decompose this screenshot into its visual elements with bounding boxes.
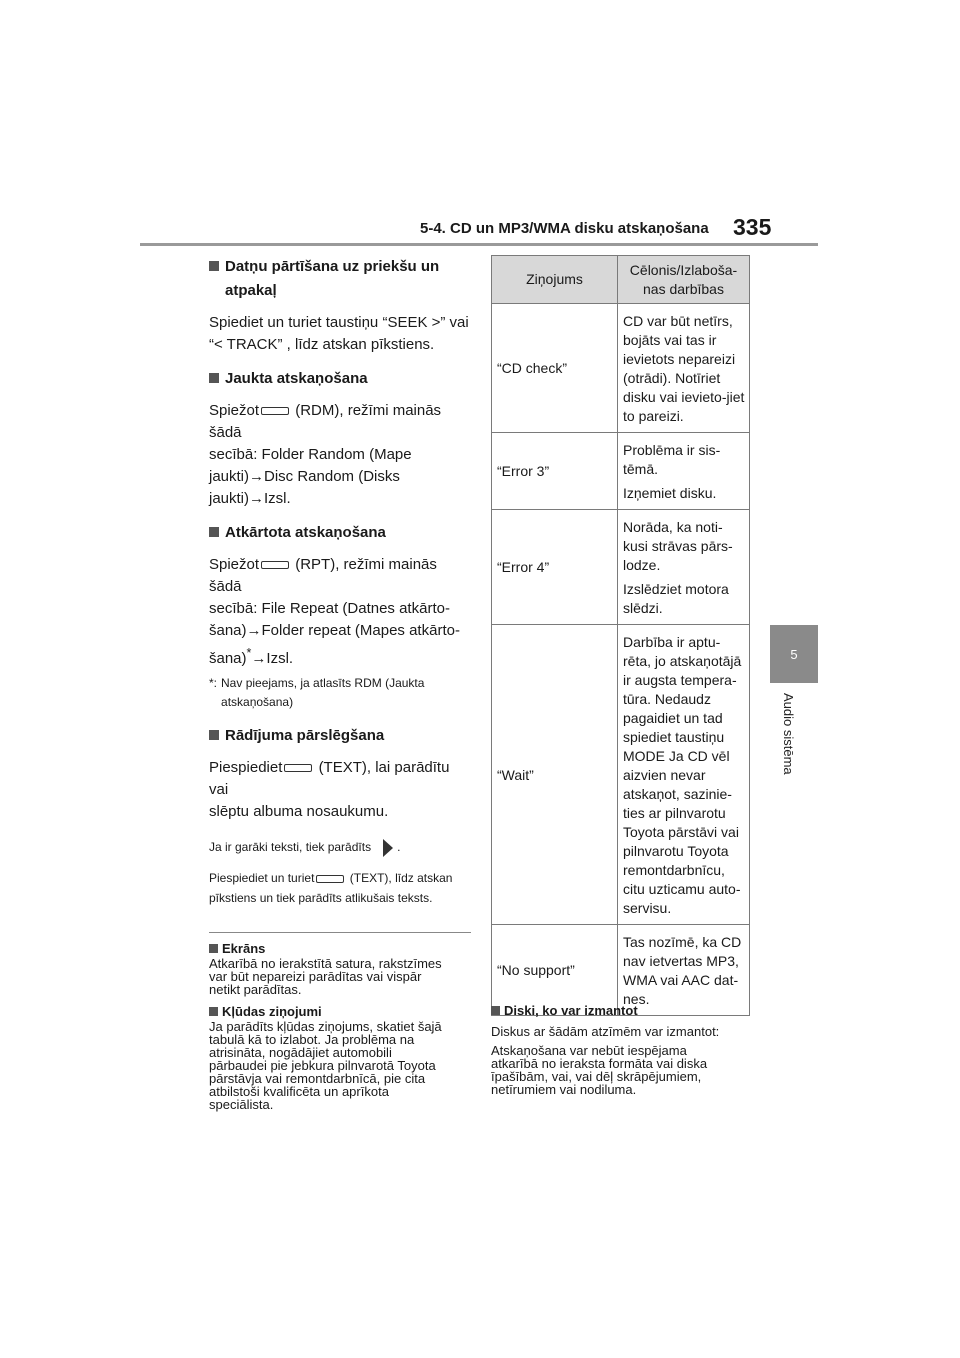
text-run: Piespiediet un turiet <box>209 871 315 885</box>
table-row <box>492 304 750 433</box>
note-long-text <box>209 837 471 857</box>
text-run: Spiežot <box>209 402 260 419</box>
text-run: (RDM), režīmi mainās šādā <box>209 402 442 441</box>
button-icon <box>261 407 289 415</box>
cell-paragraph: Tas nozīmē, ka CD nav ietvertas MP3, WMA vai AAC dat-nes. <box>623 934 742 1007</box>
paragraph-playback-note <box>491 1044 761 1096</box>
button-icon <box>316 875 344 883</box>
message-cell: “CD check” <box>492 304 618 433</box>
square-bullet-icon <box>209 527 219 537</box>
text-line: īpašībām, vai, vai dēļ skrāpējumiem, <box>491 1069 702 1084</box>
table-row <box>492 625 750 925</box>
text-line: secībā: File Repeat (Datnes atkārto- <box>209 600 450 617</box>
footnote-line: Nav pieejams, ja atlasīts RDM (Jaukta <box>221 676 425 690</box>
heading-random <box>209 367 471 391</box>
page-number: 335 <box>733 214 772 240</box>
table-row <box>492 510 750 625</box>
cell-paragraph: Izņemiet disku. <box>623 485 717 501</box>
cell-paragraph: Problēma ir sis-tēmā. <box>623 442 721 477</box>
square-bullet-icon <box>209 261 219 271</box>
text-run: (TEXT), līdz atskan <box>349 871 453 885</box>
text-line: pārstāvja vai remontdarbnīcā, pie cita <box>209 1071 426 1086</box>
text-line: Atskaņošana var nebūt iespējama <box>491 1043 687 1058</box>
text-line: “< TRACK” , līdz atskan pīkstiens. <box>209 336 435 353</box>
usable-discs-section <box>491 1003 761 1096</box>
heading-text: Diski, ko var izmantot <box>504 1003 638 1018</box>
text-line: jaukti)→Izsl. <box>209 490 291 507</box>
text-run: Ja ir garāki teksti, tiek parādīts <box>209 840 372 854</box>
text-line: jaukti)→Disc Random (Disks <box>209 468 400 485</box>
text-line: Spiediet un turiet taustiņu “SEEK >” vai <box>209 314 469 331</box>
text-line: Ja parādīts kļūdas ziņojums, skatiet šajā <box>209 1019 442 1034</box>
text-run: Spiežot <box>209 556 260 573</box>
paragraph-seek <box>209 312 471 356</box>
text-line: šana)→Folder repeat (Mapes atkārto- <box>209 622 460 639</box>
heading-text: Jaukta atskaņošana <box>225 370 368 387</box>
text-run: šana) <box>209 650 247 667</box>
footnote-line: atskaņošana) <box>221 695 294 709</box>
cause-cell <box>618 925 750 1016</box>
error-message-table <box>491 255 750 1016</box>
section-title: 5-4. CD un MP3/WMA disku atskaņošana <box>420 220 709 237</box>
cause-cell <box>618 510 750 625</box>
square-bullet-icon <box>491 1006 500 1015</box>
message-cell: “No support” <box>492 925 618 1016</box>
paragraph-repeat <box>209 554 471 670</box>
heading-line: atpakaļ <box>225 282 277 299</box>
heading-text: Atkārtota atskaņošana <box>225 524 386 541</box>
play-arrow-icon <box>383 839 393 857</box>
text-run: . <box>397 840 401 854</box>
button-icon <box>284 764 312 772</box>
text-run: (RPT), režīmi mainās šādā <box>209 556 437 595</box>
chapter-tab: 5 <box>770 625 818 683</box>
heading-errors <box>209 1004 471 1020</box>
cause-cell <box>618 304 750 433</box>
heading-line: Datņu pārtīšana uz priekšu un <box>225 258 440 275</box>
chapter-label: Audio sistēma <box>781 693 796 775</box>
text-line: atbilstoši kvalificēta un aprīkota <box>209 1084 389 1099</box>
cause-cell <box>618 625 750 925</box>
square-bullet-icon <box>209 730 219 740</box>
column-header-cause <box>618 256 750 304</box>
heading-usable-discs <box>491 1003 761 1019</box>
button-icon <box>261 561 289 569</box>
table-header-row <box>492 256 750 304</box>
heading-screen <box>209 941 471 957</box>
text-line: netikt parādītas. <box>209 982 302 997</box>
divider <box>209 932 471 933</box>
message-cell: “Wait” <box>492 625 618 925</box>
text-line: pārbaudei pie jebkura pilnvarotā Toyota <box>209 1058 436 1073</box>
heading-text: Rādījuma pārslēgšana <box>225 727 385 744</box>
footnote-mark: *: <box>209 676 218 690</box>
footnote <box>209 674 471 712</box>
text-line: speciālista. <box>209 1097 274 1112</box>
heading-seek <box>209 255 471 303</box>
text-run: (TEXT), lai parādītu vai <box>209 759 450 798</box>
header-line: Cēlonis/Izlaboša- <box>629 261 738 278</box>
header-line: nas darbības <box>643 280 724 297</box>
text-line: Atkarībā no ierakstītā satura, rakstzīmes <box>209 956 442 971</box>
text-line: netīrumiem vai nodiluma. <box>491 1082 637 1097</box>
cell-paragraph: Norāda, ka noti-kusi strāvas pārs-lodze. <box>623 519 733 573</box>
text-line: var būt nepareizi parādītas vai vispār <box>209 969 422 984</box>
text-line: slēptu albuma nosaukumu. <box>209 803 389 820</box>
note-hold-text <box>209 868 471 908</box>
cause-cell <box>618 433 750 510</box>
table-row <box>492 433 750 510</box>
paragraph-display <box>209 757 471 823</box>
cell-paragraph: Izslēdziet motora slēdzi. <box>623 581 729 616</box>
heading-display <box>209 724 471 748</box>
heading-repeat <box>209 521 471 545</box>
paragraph-screen <box>209 957 471 996</box>
text-run: →Izsl. <box>251 650 294 667</box>
paragraph-errors <box>209 1020 471 1111</box>
square-bullet-icon <box>209 944 218 953</box>
paragraph-usable-marks: Diskus ar šādām atzīmēm var izmantot: <box>491 1024 720 1039</box>
message-cell: “Error 3” <box>492 433 618 510</box>
text-line: atkarībā no ieraksta formāta vai diska <box>491 1056 708 1071</box>
square-bullet-icon <box>209 373 219 383</box>
text-run: Piespiediet <box>209 759 283 776</box>
footnote-marker: * <box>246 646 252 660</box>
column-header-message: Ziņojums <box>492 256 618 304</box>
header-rule <box>140 243 818 246</box>
text-line: atrisināta, nogādājiet automobili <box>209 1045 392 1060</box>
left-column <box>209 255 471 1111</box>
heading-text: Kļūdas ziņojumi <box>222 1004 322 1019</box>
text-line: pīkstiens un tiek parādīts atlikušais teksts. <box>209 891 433 905</box>
paragraph-random <box>209 400 471 510</box>
cell-paragraph: Darbība ir aptu-rēta, jo atskaņotājā ir augsta tempera-tūra. Nedaudz pagaidiet un tad spiediet taustiņu MODE Ja CD vēl aizvien nevar atskaņot, sazinie-ties ar pilnvarotu Toyota pārstāvi vai pilnvarotu Toyota remontdarbnīcu, citu uzticamu auto-servisu. <box>623 634 742 916</box>
text-line: secībā: Folder Random (Mape <box>209 446 412 463</box>
square-bullet-icon <box>209 1007 218 1016</box>
text-line: tabulā kā to izlabot. Ja problēma na <box>209 1032 415 1047</box>
cell-paragraph: CD var būt netīrs, bojāts vai tas ir ievietots nepareizi (otrādi). Notīriet disku vai ievieto-jiet to pareizi. <box>623 313 745 424</box>
table-row <box>492 925 750 1016</box>
heading-text: Ekrāns <box>222 941 266 956</box>
message-cell: “Error 4” <box>492 510 618 625</box>
